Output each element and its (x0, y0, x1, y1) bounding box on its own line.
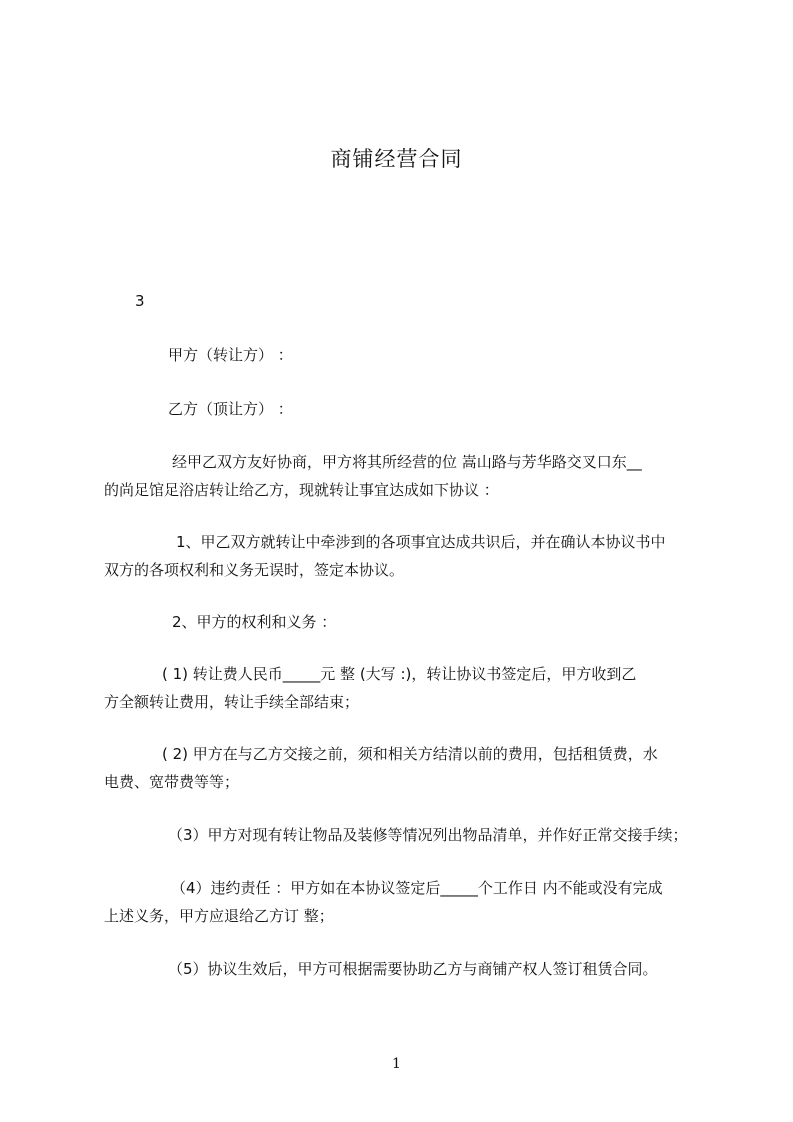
item-2-line-1: ( 2) 甲方在与乙方交接之前，须和相关方结清以前的费用，包括租赁费，水 (162, 745, 658, 763)
intro-line-1: 经甲乙双方友好协商，甲方将其所经营的位 嵩山路与芳华路交叉口东__ (172, 453, 642, 471)
item-4-line-1: （4）违约责任 ：甲方如在本协议签定后_____个工作日 内不能或没有完成 (171, 879, 663, 897)
intro-line-2: 的尚足馆足浴店转让给乙方，现就转让事宜达成如下协议 ： (104, 481, 499, 499)
item-4-line-2: 上述义务，甲方应退给乙方订 整； (104, 907, 334, 925)
page-title: 商铺经营合同 (330, 147, 463, 171)
party-a-line: 甲方（转让方） ： (168, 346, 293, 364)
item-5-line: （5）协议生效后，甲方可根据需要协助乙方与商铺产权人签订租赁合同。 (168, 960, 658, 978)
clause-1-line-1: 1、甲乙双方就转让中牵涉到的各项事宜达成共识后，并在确认本协议书中 (176, 533, 666, 551)
item-3-line: （3）甲方对现有转让物品及装修等情况列出物品清单，并作好正常交接手续； (168, 826, 688, 844)
clause-1-line-2: 双方的各项权利和义务无误时，签定本协议。 (104, 561, 405, 579)
section-number: 3 (135, 292, 145, 310)
party-b-line: 乙方（顶让方） ： (168, 400, 293, 418)
clause-2-heading: 2、甲方的权利和义务 ： (172, 613, 337, 631)
page-number: 1 (392, 1056, 401, 1072)
item-1-line-2: 方全额转让费用，转让手续全部结束； (104, 693, 360, 711)
item-1-line-1: ( 1) 转让费人民币_____元 整 (大写 :)，转让协议书签定后，甲方收到乙 (162, 665, 637, 683)
item-2-line-2: 电费、宽带费等等； (104, 773, 240, 791)
